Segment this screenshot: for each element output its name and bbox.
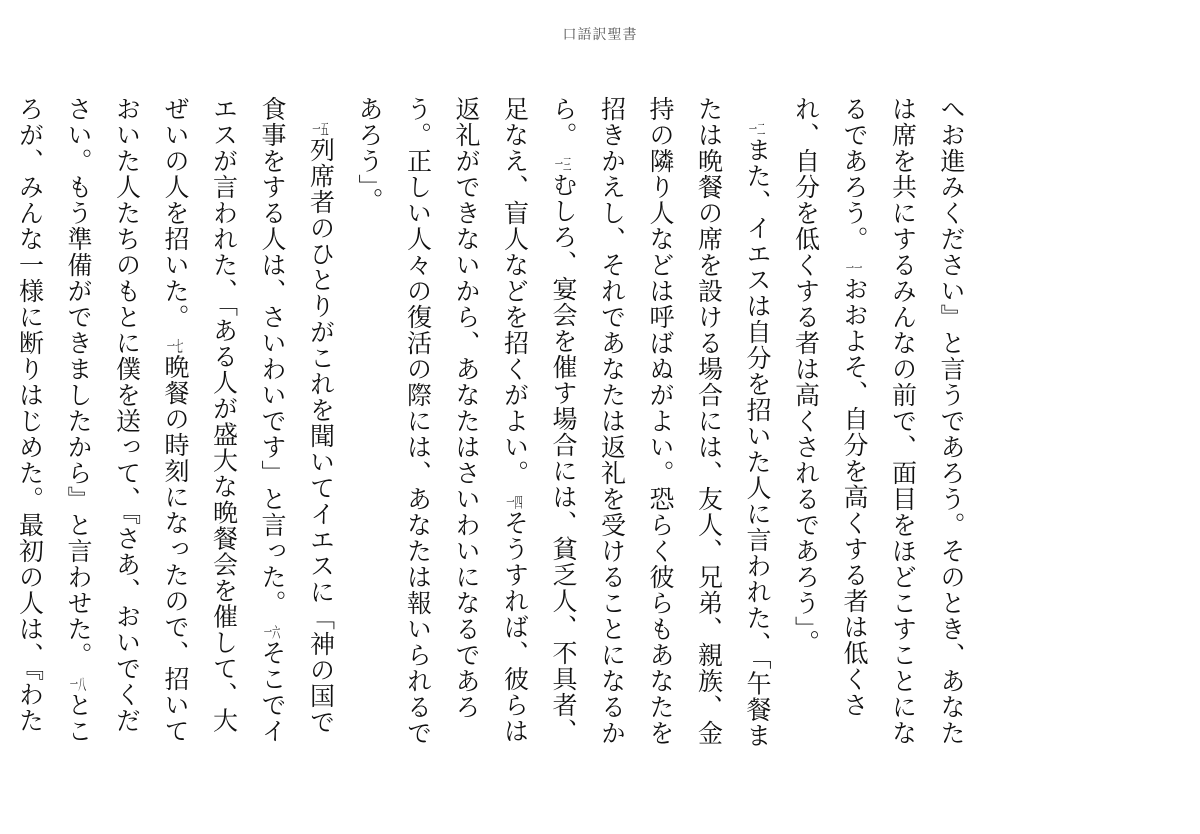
page-title: 口語訳聖書 [562, 27, 638, 43]
verse-text: 列席者のひとりがこれを聞いてイエスに「神の国で食事をする人は、さいわいです」と言った。 [258, 96, 336, 735]
verse-number: 一一 [845, 260, 863, 276]
verse-text: 晩餐の時刻になったので、招いておいた人たちのもとに僕を送って、『さあ、おいでください。もう準備ができましたから』と言わせた。 [64, 96, 190, 744]
verse-number: 一六 [263, 624, 281, 640]
verse-number: 一三 [554, 156, 572, 172]
verse-number: 一二 [748, 122, 766, 137]
verse-text: そうすれば、彼らは返礼ができないから、あなたはさいわいになるであろう。正しい人々の復活の際には、あなたは報いられるであろう」。 [355, 96, 530, 746]
verse-12 [549, 96, 772, 749]
scripture-text [15, 96, 975, 756]
verse-text: そこでイエスが言われた、「ある人が盛大な晩餐会を催して、大ぜいの人を招いた。 [161, 96, 287, 744]
verse-text: おおよそ、自分を高くする者は低くされ、自分を低くする者は高くされるであろう」。 [791, 96, 869, 718]
verse-text: また、イエスは自分を招いた人に言われた、「午餐または晩餐の席を設ける場合には、友人、兄弟、親族、金持の隣り人などは呼ばぬがよい。恐らく彼らもあなたを招きかえし、それであなたは返礼を受けることになるから。 [549, 96, 772, 749]
verse-number: 一五 [312, 122, 329, 137]
verse-number: 一四 [506, 494, 523, 510]
verse-text: むしろ、宴会を催す場合には、貧乏人、不具者、足なえ、盲人などを招くがよい。 [500, 96, 578, 744]
verse-number: 一八 [69, 676, 87, 692]
verse-text: へお進みください』と言うであろう。そのとき、あなたは席を共にするみんなの前で、面目をほどこすことになるであろう。 [840, 96, 966, 746]
verse-number: 一七 [166, 338, 184, 354]
verse-text: ところが、みんな一様に断りはじめた。最初の人は、『わた [15, 96, 93, 744]
